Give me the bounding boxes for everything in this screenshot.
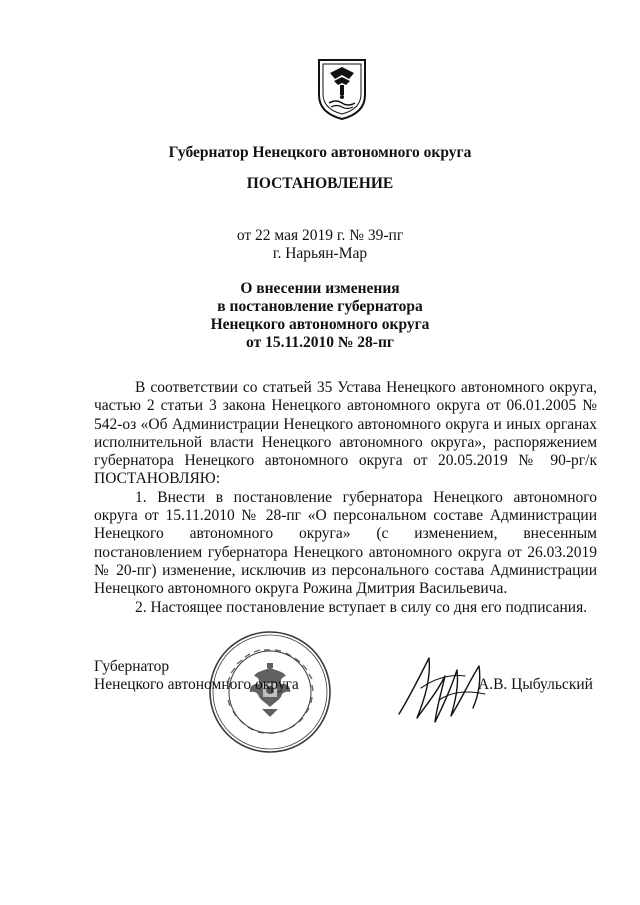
signatory-position-line-1: Губернатор bbox=[94, 658, 170, 675]
document-place: г. Нарьян-Мар bbox=[272, 245, 368, 262]
decree-body bbox=[94, 379, 597, 617]
title-line-1: О внесении изменения bbox=[240, 280, 400, 297]
signatory-name: А.В. Цыбульский bbox=[478, 676, 593, 693]
title-line-2: в постановление губернатора bbox=[217, 298, 423, 315]
clause-1-paragraph: 1. Внести в постановление губернатора Ненецкого автономного округа от 15.11.2010 № 28-пг «О персональном составе Администрации Ненецкого автономного округа» (с изменением, внесенным постановлением губернатора Ненецкого автономного округа от 26.03.2019 № 20-пг) изменение, исключив из персонального состава Администрации Ненецкого автономного округа Рожина Дмитрия Васильевича. bbox=[94, 488, 597, 598]
clause-2-paragraph: 2. Настоящее постановление вступает в силу со дня его подписания. bbox=[135, 598, 588, 616]
title-line-4: от 15.11.2010 № 28-пг bbox=[246, 334, 394, 351]
coat-of-arms-emblem bbox=[316, 57, 368, 121]
document-date-number: от 22 мая 2019 г. № 39-пг bbox=[236, 227, 404, 244]
signatory-position-line-2: Ненецкого автономного округа bbox=[94, 676, 299, 693]
title-line-3: Ненецкого автономного округа bbox=[210, 316, 430, 333]
preamble-paragraph: В соответствии со статьей 35 Устава Ненецкого автономного округа, частью 2 статьи 3 закона Ненецкого автономного округа от 06.01.2005 № 542-оз «Об Администрации Ненецкого автономного округа и иных органах исполнительной власти Ненецкого автономного округа», распоряжением губернатора Ненецкого автономного округа от 20.05.2019 № 90-рг/к ПОСТАНОВЛЯЮ: bbox=[94, 379, 597, 488]
document-type: ПОСТАНОВЛЕНИЕ bbox=[246, 175, 394, 192]
issuing-authority: Губернатор Ненецкого автономного округа bbox=[168, 144, 472, 161]
